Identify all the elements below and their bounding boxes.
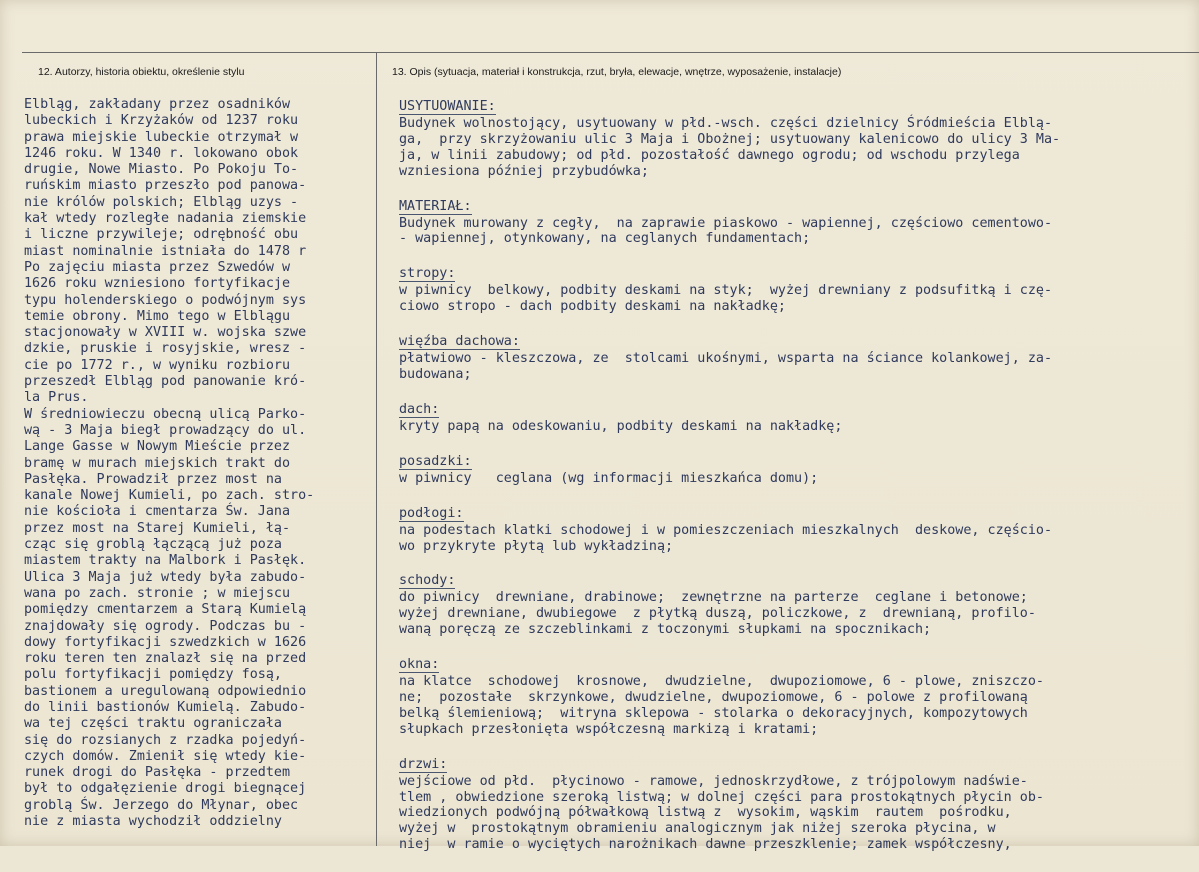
section-title: podłogi: <box>399 505 464 521</box>
history-line: cie po 1772 r., w wyniku rozbioru <box>24 357 291 373</box>
description-text <box>399 99 1189 872</box>
history-line: nie królów polskich; Elbląg uzys - <box>24 194 299 210</box>
history-line: Ulica 3 Maja już wtedy była zabudo- <box>24 569 307 585</box>
history-line: nie z miasta wychodził oddzielny <box>24 814 282 830</box>
section-line: wiedzionych podwójną półwałkową listwą z wysokim, wąskim rautem pośrodku, <box>399 805 1012 821</box>
description-section <box>399 266 1189 315</box>
section-title: stropy: <box>399 266 456 282</box>
history-line: Pasłęka. Prowadził przez most na <box>24 471 282 487</box>
history-line: bastionem a uregulowaną odpowiednio <box>24 683 307 699</box>
section-title: więźba dachowa: <box>399 334 520 350</box>
section-line: wyżej w prostokątnym obramieniu analogicznym jak niżej szeroka płycina, w <box>399 821 996 837</box>
history-line: wą - 3 Maja biegł prowadzący do ul. <box>24 422 307 438</box>
section-line: wyżej drewniane, dwubiegowe z płytką duszą, policzkowe, z drewnianą, profilo- <box>399 606 1036 622</box>
history-line: Po zajęciu miasta przez Szwedów w <box>24 259 291 275</box>
description-section <box>399 402 1189 435</box>
section-title: dach: <box>399 401 440 417</box>
section-line: płatwiowo - kleszczowa, ze stolcami ukośnymi, wsparta na ściance kolankowej, za- <box>399 351 1053 367</box>
left-column-header: 12. Autorzy, historia obiektu, określenie stylu <box>38 66 245 78</box>
section-title: okna: <box>399 657 440 673</box>
history-line: kanale Nowej Kumieli, po zach. stro- <box>24 488 315 504</box>
section-line: Budynek wolnostojący, usytuowany w płd.-wsch. części dzielnicy Śródmieścia Elblą- <box>399 116 1053 131</box>
history-line: przez most na Starej Kumieli, łą- <box>24 520 291 536</box>
section-line: tlem , obwiedzione szeroką listwą; w dolnej części para prostokątnych płycin ob- <box>399 789 1044 805</box>
history-line: nie kościoła i cmentarza Św. Jana <box>24 504 291 520</box>
section-line: w piwnicy belkowy, podbity deskami na styk; wyżej drewniany z podsufitką i czę- <box>399 283 1053 299</box>
history-line: dowy fortyfikacji szwedzkich w 1626 <box>24 634 307 650</box>
history-line: ruńskim miasto przeszło pod panowa- <box>24 178 307 194</box>
history-line: 1246 roku. W 1340 r. lokowano obok <box>24 145 299 161</box>
description-section <box>399 657 1189 738</box>
section-line: belką ślemieniową; witryna sklepowa - stolarka o dekoracyjnych, kompozytowych <box>399 705 1028 721</box>
history-line: prawa miejskie lubeckie otrzymał w <box>24 129 299 145</box>
history-line: kał wtedy rozległe nadania ziemskie <box>24 211 307 227</box>
column-divider <box>376 52 377 846</box>
header-rule <box>22 52 1199 53</box>
history-line: polu fortyfikacji pomiędzy fosą, <box>24 667 282 683</box>
description-section <box>399 454 1189 487</box>
history-line: runek drogi do Pasłęka - przedtem <box>24 765 291 781</box>
history-line: czych domów. Zmienił się wtedy kie- <box>24 748 307 764</box>
description-section <box>399 506 1189 555</box>
section-title: schody: <box>399 573 456 589</box>
section-line: ga, przy skrzyżowaniu ulic 3 Maja i Obożnej; usytuowany kalenicowo do ulicy 3 Ma- <box>399 131 1061 147</box>
description-section <box>399 99 1189 180</box>
section-line: do piwnicy drewniane, drabinowe; zewnętrzne na parterze ceglane i betonowe; <box>399 590 1028 606</box>
section-line: wzniesiona później przybudówka; <box>399 163 649 179</box>
section-line: waną poręczą ze szczeblinkami z toczonymi słupkami na spocznikach; <box>399 622 932 638</box>
history-line: W średniowieczu obecną ulicą Parko- <box>24 406 307 422</box>
section-line: budowana; <box>399 367 472 383</box>
section-line: ja, w linii zabudowy; od płd. pozostałość dawnego ogrodu; od wschodu przylega <box>399 147 1020 163</box>
history-line: 1626 roku wzniesiono fortyfikacje <box>24 276 291 292</box>
history-line: roku teren ten znalazł się na przed <box>24 651 307 667</box>
section-title: MATERIAŁ: <box>399 198 472 214</box>
section-title: USYTUOWANIE: <box>399 99 496 114</box>
history-line: pomiędzy cmentarzem a Starą Kumielą <box>24 602 307 618</box>
section-line: ciowo stropo - dach podbity deskami na nakładkę; <box>399 299 786 315</box>
history-line: typu holenderskiego o podwójnym sys <box>24 292 307 308</box>
history-line: lubeckich i Krzyżaków od 1237 roku <box>24 113 299 129</box>
description-section <box>399 757 1189 853</box>
description-section <box>399 199 1189 248</box>
right-column-header: 13. Opis (sytuacja, materiał i konstrukcja, rzut, bryła, elewacje, wnętrze, wyposażenie, instalacje) <box>392 66 842 78</box>
history-line: Lange Gasse w Nowym Mieście przez <box>24 439 291 455</box>
history-line: miast nominalnie istniała do 1478 r <box>24 243 307 259</box>
history-line: wana po zach. stronie ; w miejscu <box>24 585 291 601</box>
history-line: Elbląg, zakładany przez osadników <box>24 97 291 112</box>
section-line: - wapiennej, otynkowany, na ceglanych fundamentach; <box>399 231 811 247</box>
section-line: wo przykryte płytą lub wykładziną; <box>399 538 674 554</box>
section-line: kryty papą na odeskowaniu, podbity deskami na nakładkę; <box>399 418 843 434</box>
history-line: i liczne przywileje; odrębność obu <box>24 227 299 243</box>
section-line: na klatce schodowej krosnowe, dwudzielne, dwupoziomowe, 6 - plowe, zniszczo- <box>399 674 1044 690</box>
history-line: bramę w murach miejskich trakt do <box>24 455 291 471</box>
description-section <box>399 334 1189 383</box>
history-line: wa tej części traktu ograniczała <box>24 716 282 732</box>
section-title: drzwi: <box>399 756 448 772</box>
section-line: niej w ramie o wyciętych narożnikach dawne przeszklenie; zamek współczesny, <box>399 837 1012 853</box>
history-line: się do rozsianych z rzadka pojedyń- <box>24 732 307 748</box>
history-line: stacjonowały w XVIII w. wojska szwe <box>24 325 307 341</box>
history-line: temie obrony. Mimo tego w Elblągu <box>24 308 291 324</box>
section-line: w piwnicy ceglana (wg informacji mieszkańca domu); <box>399 470 819 486</box>
history-line: był to odgałęzienie drogi biegnącej <box>24 781 307 797</box>
history-line: dzkie, pruskie i rosyjskie, wresz - <box>24 341 307 357</box>
section-title: posadzki: <box>399 453 472 469</box>
history-line: do linii bastionów Kumielą. Zabudo- <box>24 699 307 715</box>
history-text <box>24 97 376 830</box>
section-line: na podestach klatki schodowej i w pomieszczeniach mieszkalnych deskowe, częścio- <box>399 522 1053 538</box>
history-line: groblą Św. Jerzego do Młynar, obec <box>24 797 299 813</box>
section-line: słupkach przesłonięta współczesną markizą i kratami; <box>399 721 819 737</box>
history-line: miastem trakty na Malbork i Pasłęk. <box>24 553 307 569</box>
description-section <box>399 573 1189 638</box>
section-line: wejściowe od płd. płycinowo - ramowe, jednoskrzydłowe, z trójpolowym nadświe- <box>399 773 1028 789</box>
section-line: Budynek murowany z cegły, na zaprawie piaskowo - wapiennej, częściowo cementowo- <box>399 215 1053 231</box>
history-line: cząc się groblą łączącą już poza <box>24 537 282 553</box>
history-line: przeszedł Elbląg pod panowanie kró- <box>24 374 307 390</box>
section-line: ne; pozostałe skrzynkowe, dwudzielne, dwupoziomowe, 6 - polowe z profilowaną <box>399 690 1028 706</box>
history-line: drugie, Nowe Miasto. Po Pokoju To- <box>24 162 299 178</box>
history-line: la Prus. <box>24 390 89 406</box>
history-line: znajdowały się ogrody. Podczas bu - <box>24 618 307 634</box>
